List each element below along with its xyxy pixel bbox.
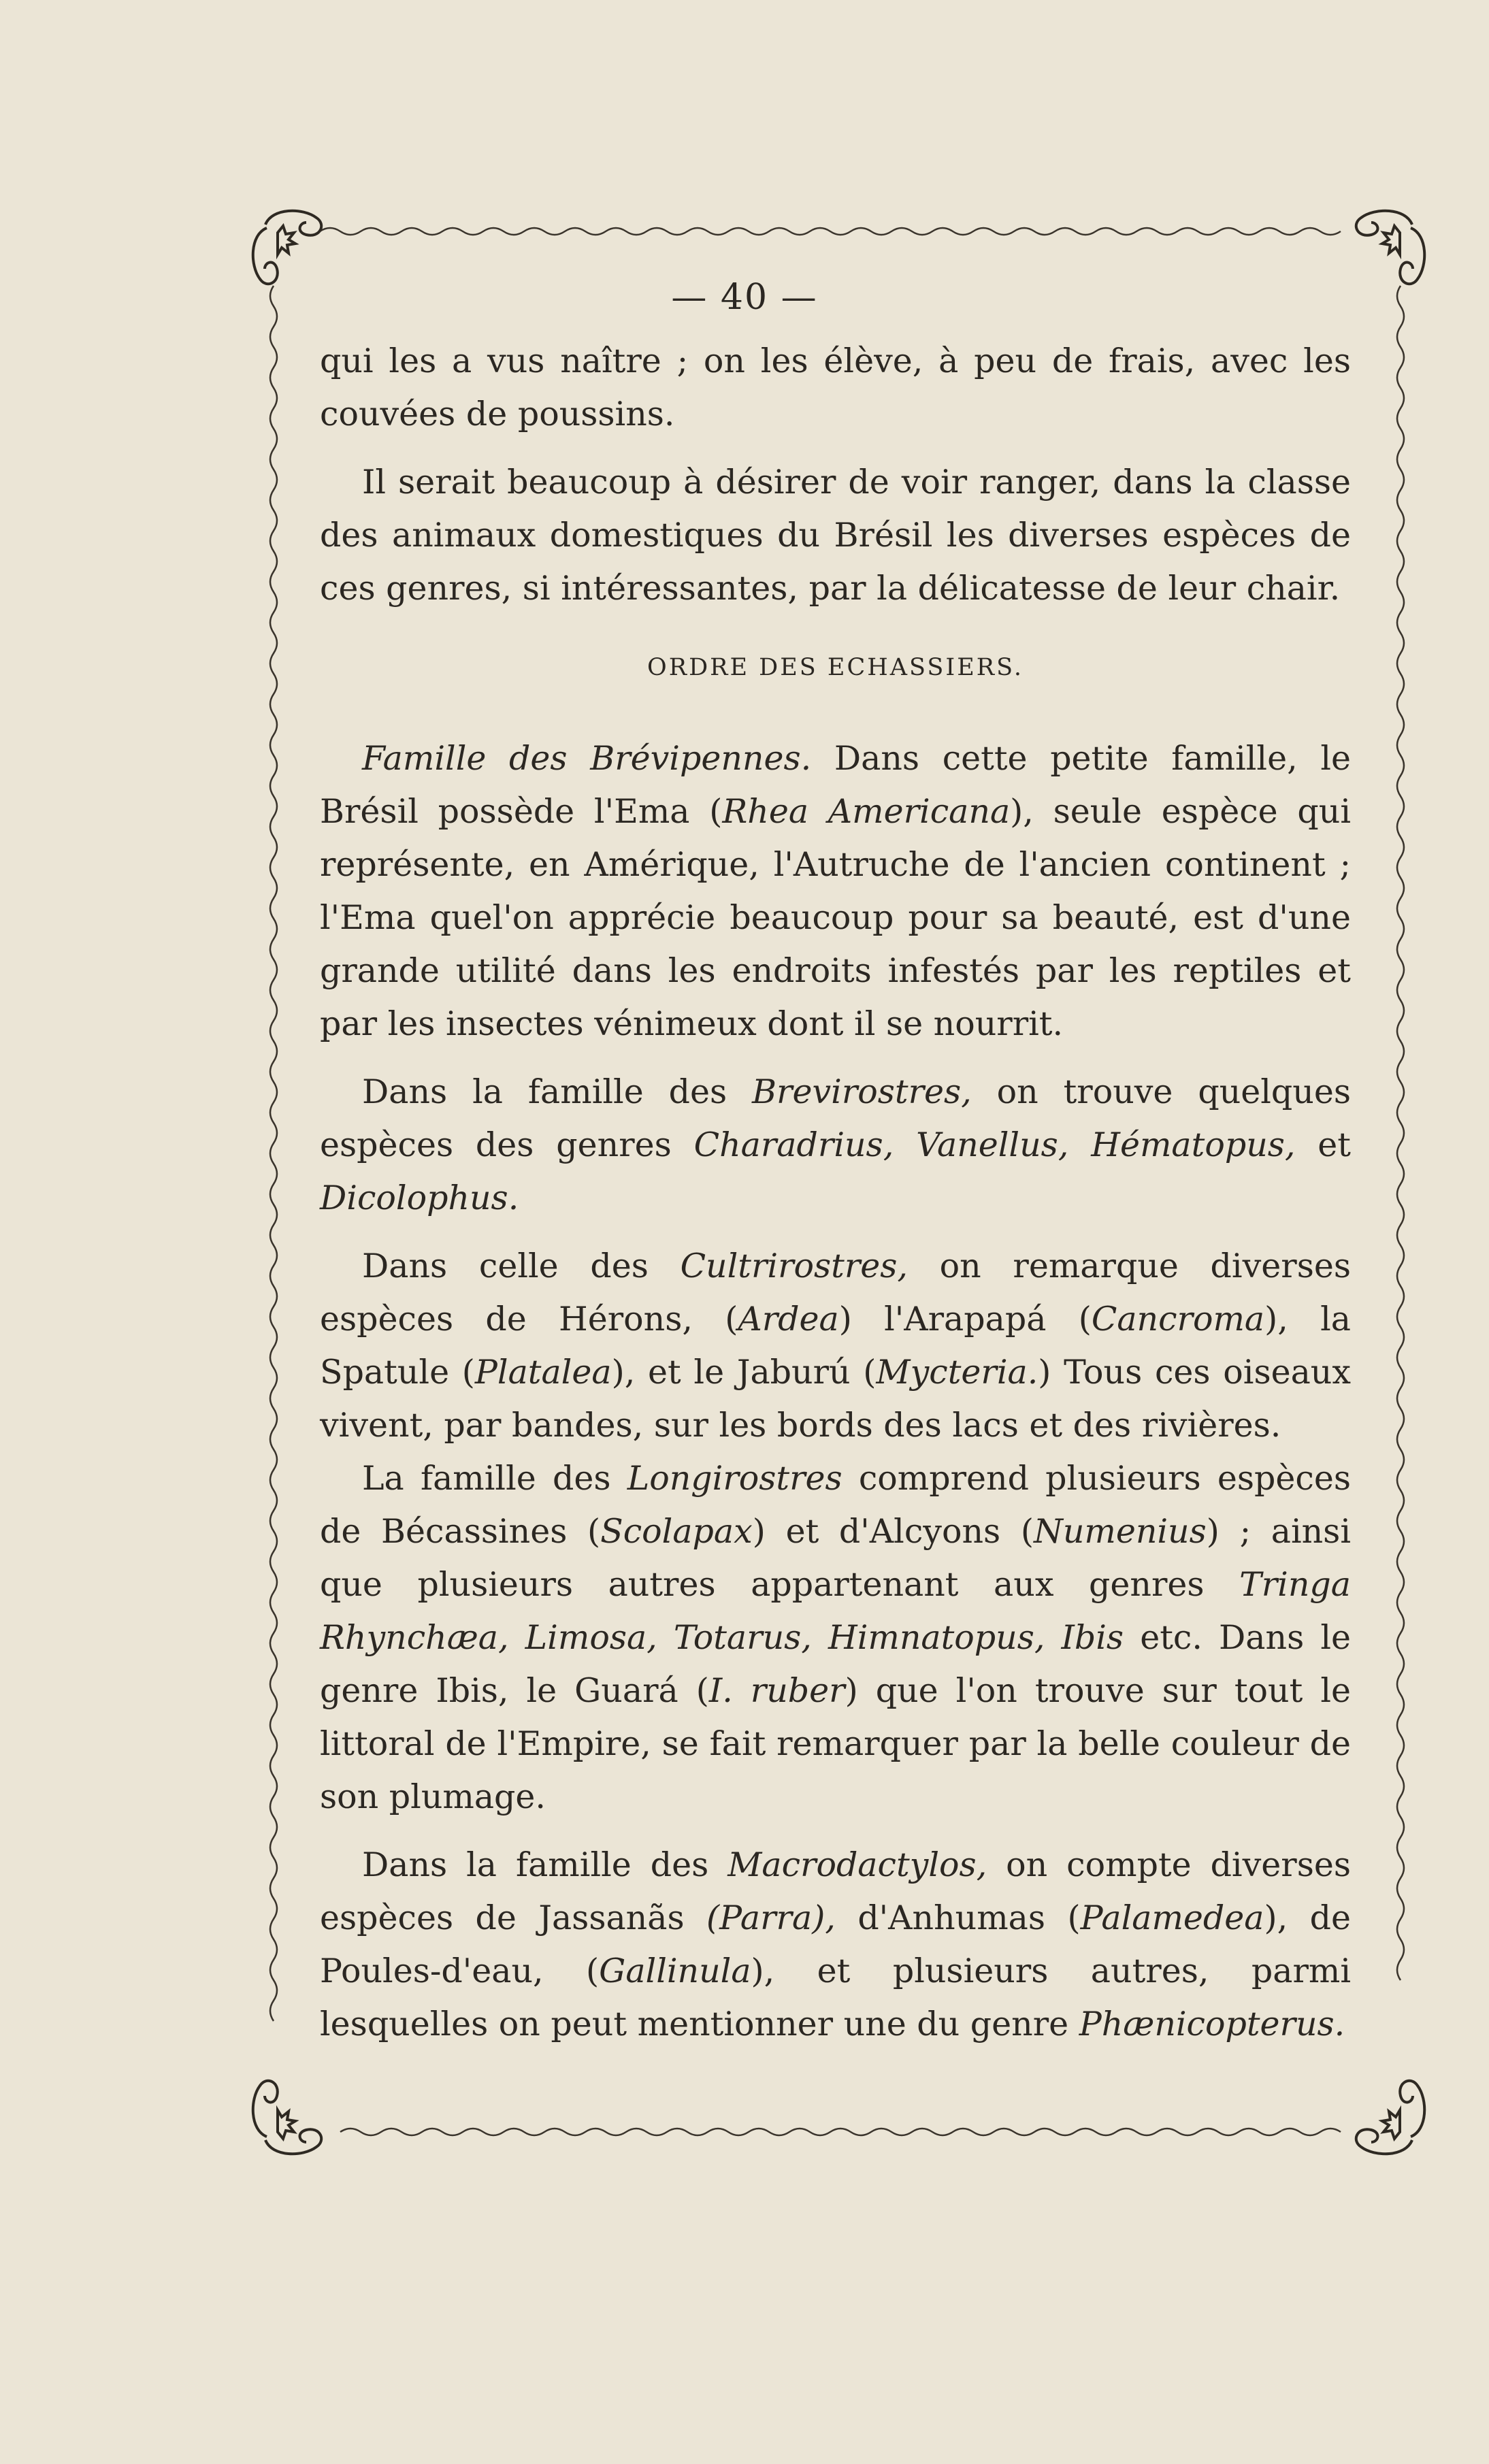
genus-name: (Parra), [706, 1899, 836, 1937]
text-run: comprend plusieurs espèces de Bécassines ( [320, 1459, 1351, 1551]
text-run: ) Tous ces oiseaux vivent, par bandes, sur les bords des lacs et des rivières. [320, 1353, 1351, 1445]
page-body [320, 335, 1351, 2051]
genus-name: Ardea [738, 1300, 839, 1338]
text-run: ) et d'Alcyons ( [752, 1512, 1034, 1551]
text-run: ), et plusieurs autres, parmi lesquelles on peut mentionner une du genre [320, 1952, 1352, 2043]
genus-name: Platalea [474, 1353, 612, 1392]
genus-names: Tringa Rhynchæa, Limosa, Totarus, Himnatopus, Ibis [320, 1565, 1351, 1657]
corner-ornament-bottom-left [253, 2081, 321, 2154]
corner-ornament-bottom-right [1356, 2081, 1424, 2154]
paragraph-3 [320, 732, 1351, 1051]
section-heading: ORDRE DES ECHASSIERS. [647, 654, 1024, 681]
family-name: Longirostres [627, 1459, 842, 1498]
paragraph-6 [320, 1452, 1351, 1824]
text-run: on compte diverses espèces de Jassanãs [320, 1845, 1351, 1937]
paragraph-4 [320, 1066, 1351, 1225]
text-run: Dans celle des [362, 1247, 681, 1285]
family-name: Macrodactylos, [727, 1845, 987, 1884]
text-run: Dans la famille des [362, 1072, 753, 1111]
top-wavy-rule [320, 228, 1341, 235]
paragraph-7 [320, 1839, 1351, 2051]
text-run: et [1295, 1126, 1351, 1164]
text-run: ), seule espèce qui représente, en Amérique, l'Autruche de l'ancien continent ; l'Ema quel'on apprécie beaucoup pour sa beauté, est d'une grande utilité dans les endroits infestés par les reptiles et par les insectes vénimeux dont il se nourrit. [320, 792, 1351, 1043]
page-number: — 40 — [671, 277, 818, 318]
genus-name: Gallinula [599, 1952, 751, 1990]
genus-name: Numenius [1033, 1512, 1207, 1551]
text-run: ), la Spatule ( [320, 1300, 1351, 1392]
genus-names: Charadrius, Vanellus, Hématopus, [693, 1126, 1296, 1164]
species-name: I. ruber [708, 1671, 845, 1710]
paragraph-1: qui les a vus naître ; on les élève, à peu de frais, avec les couvées de poussins. [320, 342, 1351, 433]
text-run: ), et le Jaburú ( [611, 1353, 877, 1392]
paragraph-5 [320, 1240, 1351, 1452]
text-run: Dans cette petite famille, le Brésil possède l'Ema ( [320, 739, 1352, 831]
species-name: Rhea Americana [722, 792, 1011, 831]
bottom-wavy-rule [340, 2129, 1341, 2135]
family-name: Famille des Brévipennes. [362, 739, 812, 778]
text-run: on remarque diverses espèces de Hérons, ( [320, 1247, 1351, 1338]
paragraph-2: Il serait beaucoup à désirer de voir ranger, dans la classe des animaux domestiques du Brésil les diverses espèces de ces genres, si intéressantes, par la délicatesse de leur chair. [320, 463, 1351, 608]
family-name: Cultrirostres, [680, 1247, 908, 1285]
text-run: ), de Poules-d'eau, ( [320, 1899, 1351, 1990]
text-run: ) ; ainsi que plusieurs autres appartenant aux genres [320, 1512, 1352, 1604]
text-run: ) l'Arapapá ( [838, 1300, 1092, 1338]
genus-name: Cancroma [1091, 1300, 1265, 1338]
genus-name: Dicolophus. [320, 1179, 519, 1217]
text-run: La famille des [362, 1459, 627, 1498]
left-wavy-rule [270, 286, 277, 2021]
right-wavy-rule [1397, 286, 1404, 1980]
text-run: d'Anhumas ( [835, 1899, 1081, 1937]
family-name: Brevirostres, [752, 1072, 972, 1111]
genus-name: Mycteria. [876, 1353, 1038, 1392]
text-run: etc. Dans le genre Ibis, le Guará ( [320, 1618, 1351, 1710]
text-run: ) que l'on trouve sur tout le littoral de l'Empire, se fait remarquer par la belle couleur de son plumage. [320, 1671, 1351, 1816]
text-run: on trouve quelques espèces des genres [320, 1072, 1351, 1164]
text-run: Dans la famille des [362, 1845, 728, 1884]
genus-name: Scolapax [600, 1512, 753, 1551]
genus-name: Palamedea [1080, 1899, 1264, 1937]
genus-name: Phænicopterus. [1079, 2005, 1345, 2043]
